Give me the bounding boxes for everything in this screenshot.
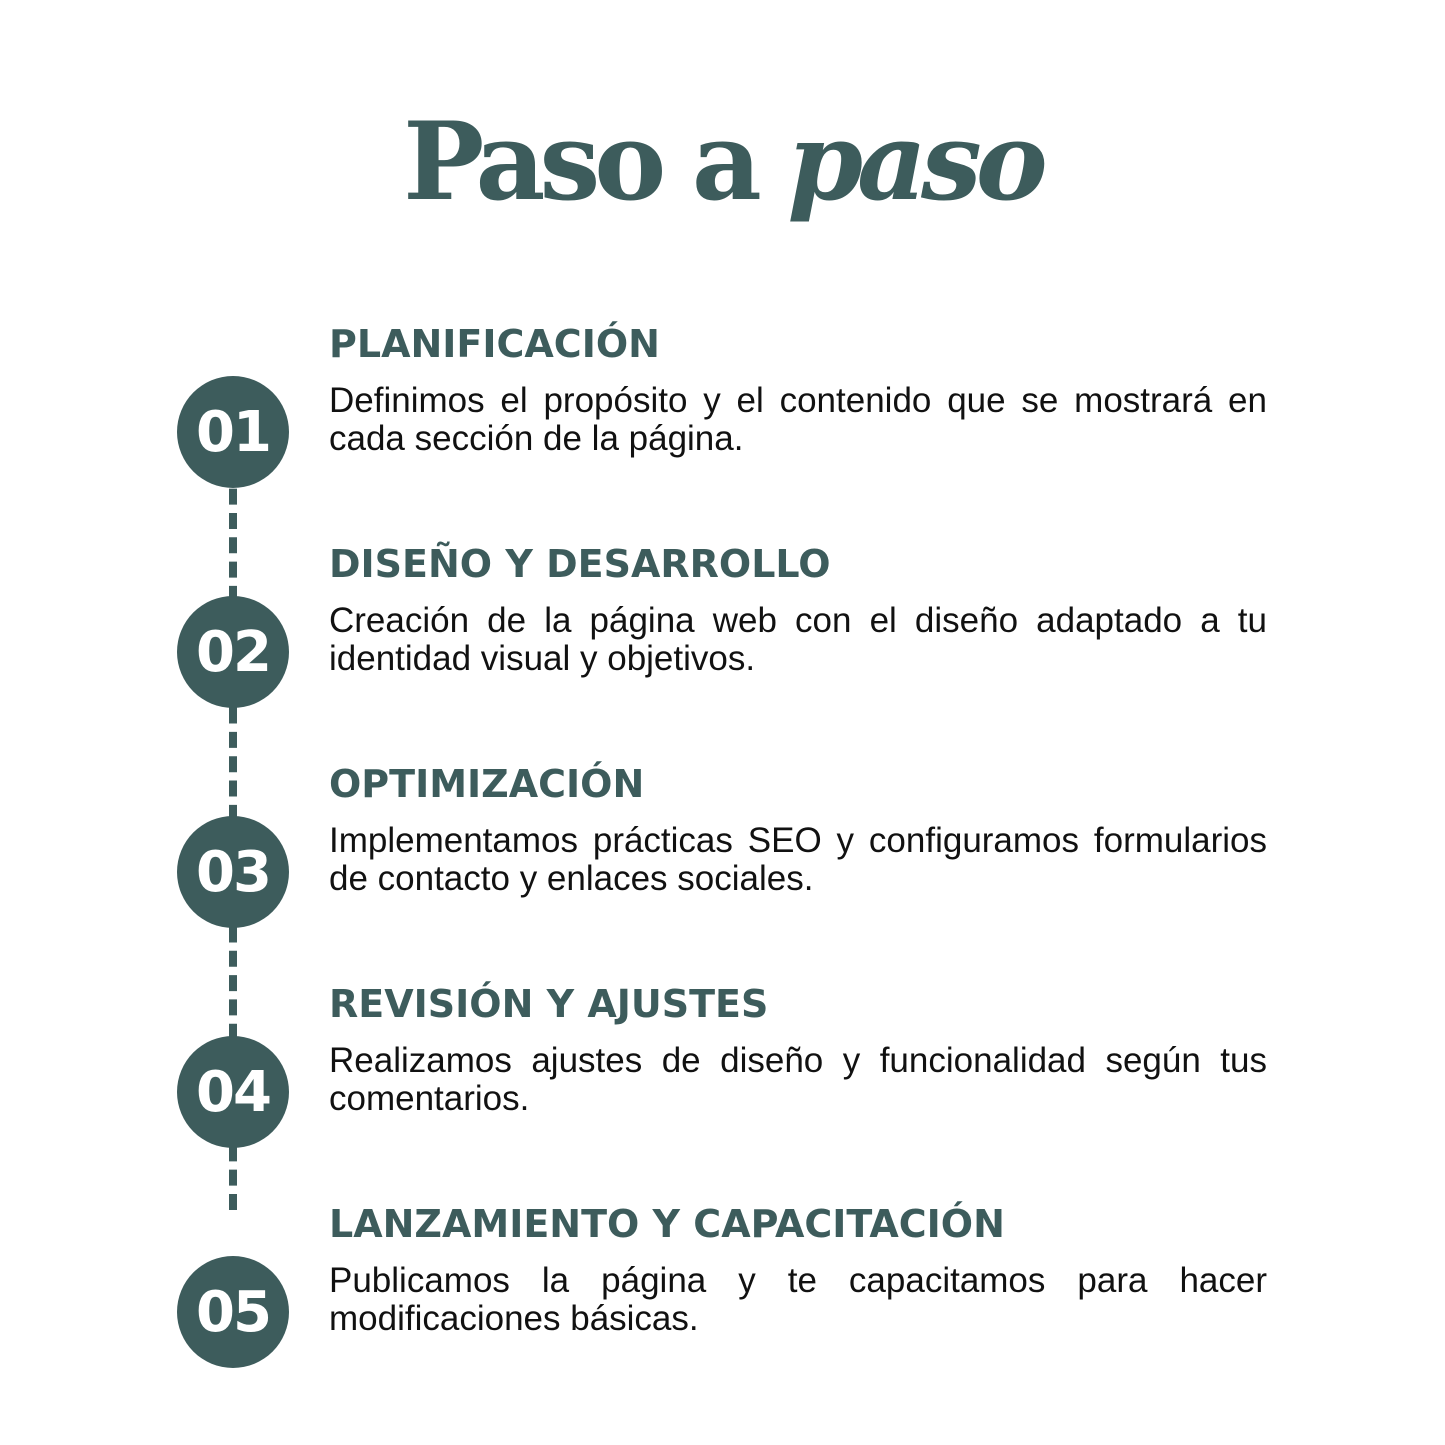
step-description: Implementamos prácticas SEO y configuramos formularios de contacto y enlaces sociales. <box>329 821 1267 898</box>
step-number-badge: 03 <box>177 816 289 928</box>
step-description: Definimos el propósito y el contenido que se mostrará en cada sección de la página. <box>329 381 1267 458</box>
step-description: Publicamos la página y te capacitamos para hacer modificaciones básicas. <box>329 1261 1267 1338</box>
step-description: Creación de la página web con el diseño adaptado a tu identidad visual y objetivos. <box>329 601 1267 678</box>
title-regular: Paso a <box>403 99 756 225</box>
step-number-badge: 01 <box>177 376 289 488</box>
step-item <box>0 760 1445 960</box>
title-italic: paso <box>787 99 1042 225</box>
step-item <box>0 540 1445 740</box>
step-item <box>0 980 1445 1180</box>
step-heading: REVISIÓN Y AJUSTES <box>329 982 769 1026</box>
step-heading: LANZAMIENTO Y CAPACITACIÓN <box>329 1202 1005 1246</box>
step-heading: PLANIFICACIÓN <box>329 322 660 366</box>
step-item <box>0 320 1445 520</box>
step-heading: OPTIMIZACIÓN <box>329 762 645 806</box>
step-number-badge: 05 <box>177 1256 289 1368</box>
step-number-badge: 02 <box>177 596 289 708</box>
step-item <box>0 1200 1445 1400</box>
step-description: Realizamos ajustes de diseño y funcionalidad según tus comentarios. <box>329 1041 1267 1118</box>
step-number-badge: 04 <box>177 1036 289 1148</box>
page-title <box>0 98 1445 228</box>
step-heading: DISEÑO Y DESARROLLO <box>329 542 831 586</box>
